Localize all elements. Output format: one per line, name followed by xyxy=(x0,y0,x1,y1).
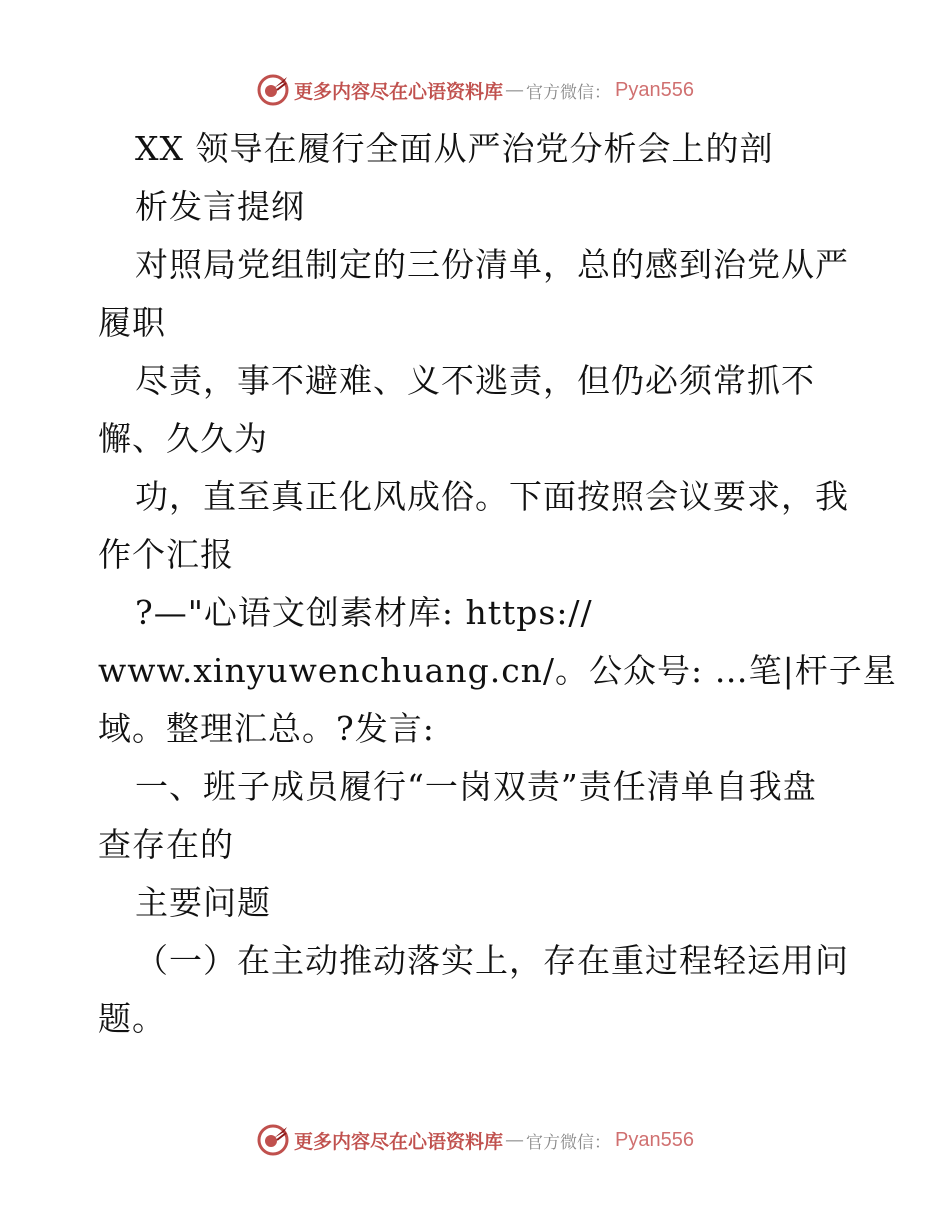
footer-dash: — xyxy=(505,1129,525,1151)
subsection-heading-line: （一）在主动推动落实上，存在重过程轻运用问 xyxy=(135,941,849,980)
paragraph-line: www.xinyuwenchuang.cn/。公众号: …笔|杆子星 xyxy=(98,651,897,690)
paragraph-line: 对照局党组制定的三份清单，总的感到治党从严 xyxy=(135,245,849,284)
paragraph-line: 履职 xyxy=(98,303,166,342)
header-label: 官方微信： xyxy=(526,82,612,103)
title-line-1: XX 领导在履行全面从严治党分析会上的剖 xyxy=(135,129,774,168)
header-banner xyxy=(0,68,950,112)
footer-brand-text: 更多内容尽在心语资料库 xyxy=(294,1130,504,1153)
brand-logo-icon xyxy=(256,73,290,107)
paragraph-line: 尽责，事不避难、义不逃责，但仍必须常抓不 xyxy=(135,361,815,400)
header-dash: — xyxy=(505,79,525,101)
section-heading-line: 一、班子成员履行“一岗双责”责任清单自我盘 xyxy=(135,767,817,806)
header-account: Pyan556 xyxy=(615,78,694,101)
paragraph-line: 功，直至真正化风成俗。下面按照会议要求，我 xyxy=(135,477,849,516)
paragraph-line: 作个汇报 xyxy=(98,535,234,574)
subsection-heading-line: 题。 xyxy=(98,999,166,1038)
paragraph-line: ?—"心语文创素材库: https:// xyxy=(135,593,593,632)
footer-label: 官方微信： xyxy=(526,1132,612,1153)
paragraph-line: 域。整理汇总。?发言: xyxy=(98,709,435,748)
section-heading-line: 主要问题 xyxy=(135,883,271,922)
brand-logo-icon xyxy=(256,1123,290,1157)
paragraph-line: 懈、久久为 xyxy=(98,419,268,458)
header-brand-text: 更多内容尽在心语资料库 xyxy=(294,80,504,103)
section-heading-line: 查存在的 xyxy=(98,825,234,864)
footer-banner xyxy=(0,1118,950,1162)
footer-account: Pyan556 xyxy=(615,1128,694,1151)
title-line-2: 析发言提纲 xyxy=(135,187,305,226)
document-body xyxy=(98,120,897,1048)
